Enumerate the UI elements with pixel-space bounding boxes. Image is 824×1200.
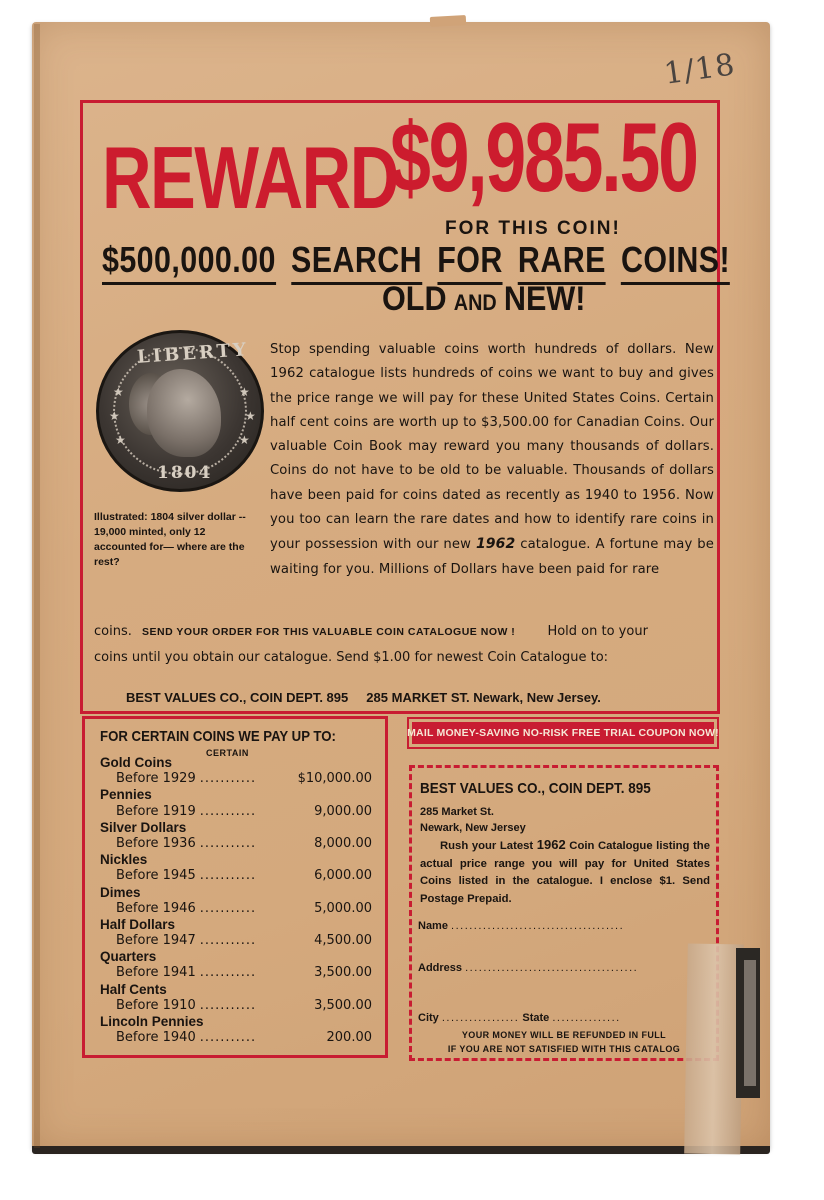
old-word: OLD — [382, 280, 447, 318]
address-field[interactable] — [418, 962, 638, 974]
price-row — [100, 933, 372, 949]
price-leader-dots: ........... — [199, 1030, 257, 1046]
city-field-dots: ................. — [441, 1012, 520, 1024]
coin-star-icon: ★ — [239, 433, 250, 447]
coin-star-icon: ★ — [109, 409, 120, 423]
coin-year: 1804 — [157, 463, 213, 483]
coupon-text-part: Coin Catalogue listing the actual price range you will pay for United States Coins listed in the catalogue. I enclose $1. Send Postage Prepaid. — [420, 840, 710, 905]
price-row — [100, 1030, 372, 1046]
search-word: FOR — [437, 239, 502, 285]
city-label: City — [418, 1012, 439, 1024]
price-date-label: Before 1947 — [116, 933, 196, 949]
price-amount: 6,000.00 — [314, 868, 372, 884]
price-category: Nickles — [100, 852, 148, 868]
price-table — [100, 755, 372, 1046]
price-amount: 3,500.00 — [314, 997, 372, 1013]
coin-liberty-text: LIBERTY — [136, 339, 250, 368]
price-leader-dots: ........... — [199, 803, 257, 819]
price-amount: 4,500.00 — [314, 933, 372, 949]
search-word: COINS! — [621, 239, 730, 285]
new-word: NEW! — [503, 280, 586, 318]
price-category: Silver Dollars — [100, 819, 187, 835]
price-date-label: Before 1946 — [116, 900, 196, 916]
page-edge — [32, 1146, 770, 1154]
price-amount: 9,000.00 — [314, 803, 372, 819]
reward-headline: REWARD — [102, 128, 398, 227]
price-date-label: Before 1910 — [116, 997, 196, 1013]
price-date-label: Before 1941 — [116, 965, 196, 981]
price-amount: 3,500.00 — [314, 965, 372, 981]
name-field-dots: ...................................... — [451, 920, 625, 932]
search-word: RARE — [518, 239, 606, 285]
address-field-dots: ...................................... — [465, 962, 639, 974]
refund-guarantee: YOUR MONEY WILL BE REFUNDED IN FULL — [461, 1030, 667, 1040]
city-state-field[interactable] — [418, 1012, 621, 1024]
spine-shadow — [34, 24, 40, 1148]
coin-star-icon: ★ — [115, 433, 126, 447]
and-word: AND — [453, 290, 497, 315]
price-category: Dimes — [100, 884, 141, 900]
price-row — [100, 901, 372, 917]
coin-star-icon: ★ — [239, 385, 250, 399]
body-year: 1962 — [475, 536, 516, 553]
price-date-label: Before 1919 — [116, 803, 196, 819]
price-leader-dots: ........... — [199, 771, 257, 787]
coupon-city: Newark, New Jersey — [420, 822, 526, 834]
coins-word: coins. — [94, 624, 132, 639]
coupon-body — [420, 836, 710, 908]
coupon-year: 1962 — [536, 837, 566, 852]
coupon-title: BEST VALUES CO., COIN DEPT. 895 — [420, 780, 651, 797]
coupon-text-part: Rush your Latest — [440, 840, 534, 852]
hold-on-text: Hold on to your — [547, 624, 648, 639]
price-table-subheading: CERTAIN — [206, 748, 249, 758]
search-word: $500,000.00 — [102, 239, 276, 285]
reward-amount: $9,985.50 — [390, 102, 697, 212]
price-leader-dots: ........... — [199, 965, 257, 981]
coupon-address — [420, 804, 526, 836]
state-field-dots: ............... — [552, 1012, 621, 1024]
old-and-new — [382, 282, 585, 316]
price-row — [100, 836, 372, 852]
state-label: State — [522, 1012, 550, 1024]
price-category: Half Cents — [100, 981, 167, 997]
silver-dollar-coin-image — [96, 330, 264, 492]
price-row — [100, 998, 372, 1014]
price-table-heading: FOR CERTAIN COINS WE PAY UP TO: — [100, 728, 336, 745]
price-leader-dots: ........... — [199, 900, 257, 916]
price-category: Quarters — [100, 949, 157, 965]
price-category: Half Dollars — [100, 916, 176, 932]
price-row — [100, 804, 372, 820]
price-row — [100, 771, 372, 787]
send-order-caps: SEND YOUR ORDER FOR THIS VALUABLE COIN CATALOGUE NOW ! — [142, 626, 516, 638]
price-date-label: Before 1936 — [116, 835, 196, 851]
price-amount: 8,000.00 — [314, 835, 372, 851]
price-row — [100, 868, 372, 884]
body-copy — [270, 338, 714, 582]
tape-dark-inner — [744, 960, 756, 1086]
satisfaction-guarantee: IF YOU ARE NOT SATISFIED WITH THIS CATALOG — [447, 1044, 681, 1054]
price-date-label: Before 1945 — [116, 868, 196, 884]
for-this-coin: FOR THIS COIN! — [445, 218, 621, 239]
send-dollar-line: coins until you obtain our catalogue. Send $1.00 for newest Coin Catalogue to: — [94, 650, 609, 665]
price-leader-dots: ........... — [199, 997, 257, 1013]
search-headline — [102, 240, 730, 280]
order-line — [94, 624, 714, 639]
coupon-banner — [407, 717, 719, 749]
company-address: BEST VALUES CO., COIN DEPT. 895 285 MARKET ST. Newark, New Jersey. — [126, 690, 601, 705]
name-label: Name — [418, 920, 448, 932]
body-text-part: Stop spending valuable coins worth hundreds of dollars. New 1962 catalogue lists hundreds of coins we want to buy and gives the price range we will pay for these United States Coins. Certain half cent coins are worth up to $3,500.00 for Canadian Coins. Our valuable Coin Book may reward you many thousands of dollars. Coins do not have to be old to be valuable. Thousands of dollars have been paid for coins dated as recently as 1940 to 1956. Now you too can learn the rare dates and how to identify rare coins in your possession with our new — [270, 342, 714, 553]
address-label: Address — [418, 962, 463, 974]
price-leader-dots: ........... — [199, 835, 257, 851]
price-category: Lincoln Pennies — [100, 1014, 204, 1029]
pencil-note: 1/18 — [661, 47, 738, 92]
coin-star-icon: ★ — [113, 385, 124, 399]
price-date-label: Before 1940 — [116, 1030, 196, 1046]
price-date-label: Before 1929 — [116, 771, 196, 787]
body-text-part: catalogue. A fortune may be waiting for you. Millions of Dollars have been paid for rare — [270, 537, 714, 577]
paper-tear — [430, 15, 466, 27]
price-category: Gold Coins — [100, 755, 172, 770]
price-category: Pennies — [100, 787, 152, 803]
price-amount: $10,000.00 — [297, 771, 372, 787]
illustration-caption: Illustrated: 1804 silver dollar -- 19,000 minted, only 12 accounted for— where are the rest? — [94, 511, 246, 568]
coin-star-icon: ★ — [245, 409, 256, 423]
price-amount: 200.00 — [326, 1030, 372, 1046]
name-field[interactable] — [418, 920, 624, 932]
coupon-street: 285 Market St. — [420, 806, 494, 818]
price-leader-dots: ........... — [199, 933, 257, 949]
tape-repair — [684, 944, 744, 1155]
price-leader-dots: ........... — [199, 868, 257, 884]
price-amount: 5,000.00 — [314, 900, 372, 916]
coupon-banner-text: MAIL MONEY-SAVING NO-RISK FREE TRIAL COUPON NOW! — [412, 722, 714, 744]
search-word: SEARCH — [291, 239, 422, 285]
price-row — [100, 965, 372, 981]
